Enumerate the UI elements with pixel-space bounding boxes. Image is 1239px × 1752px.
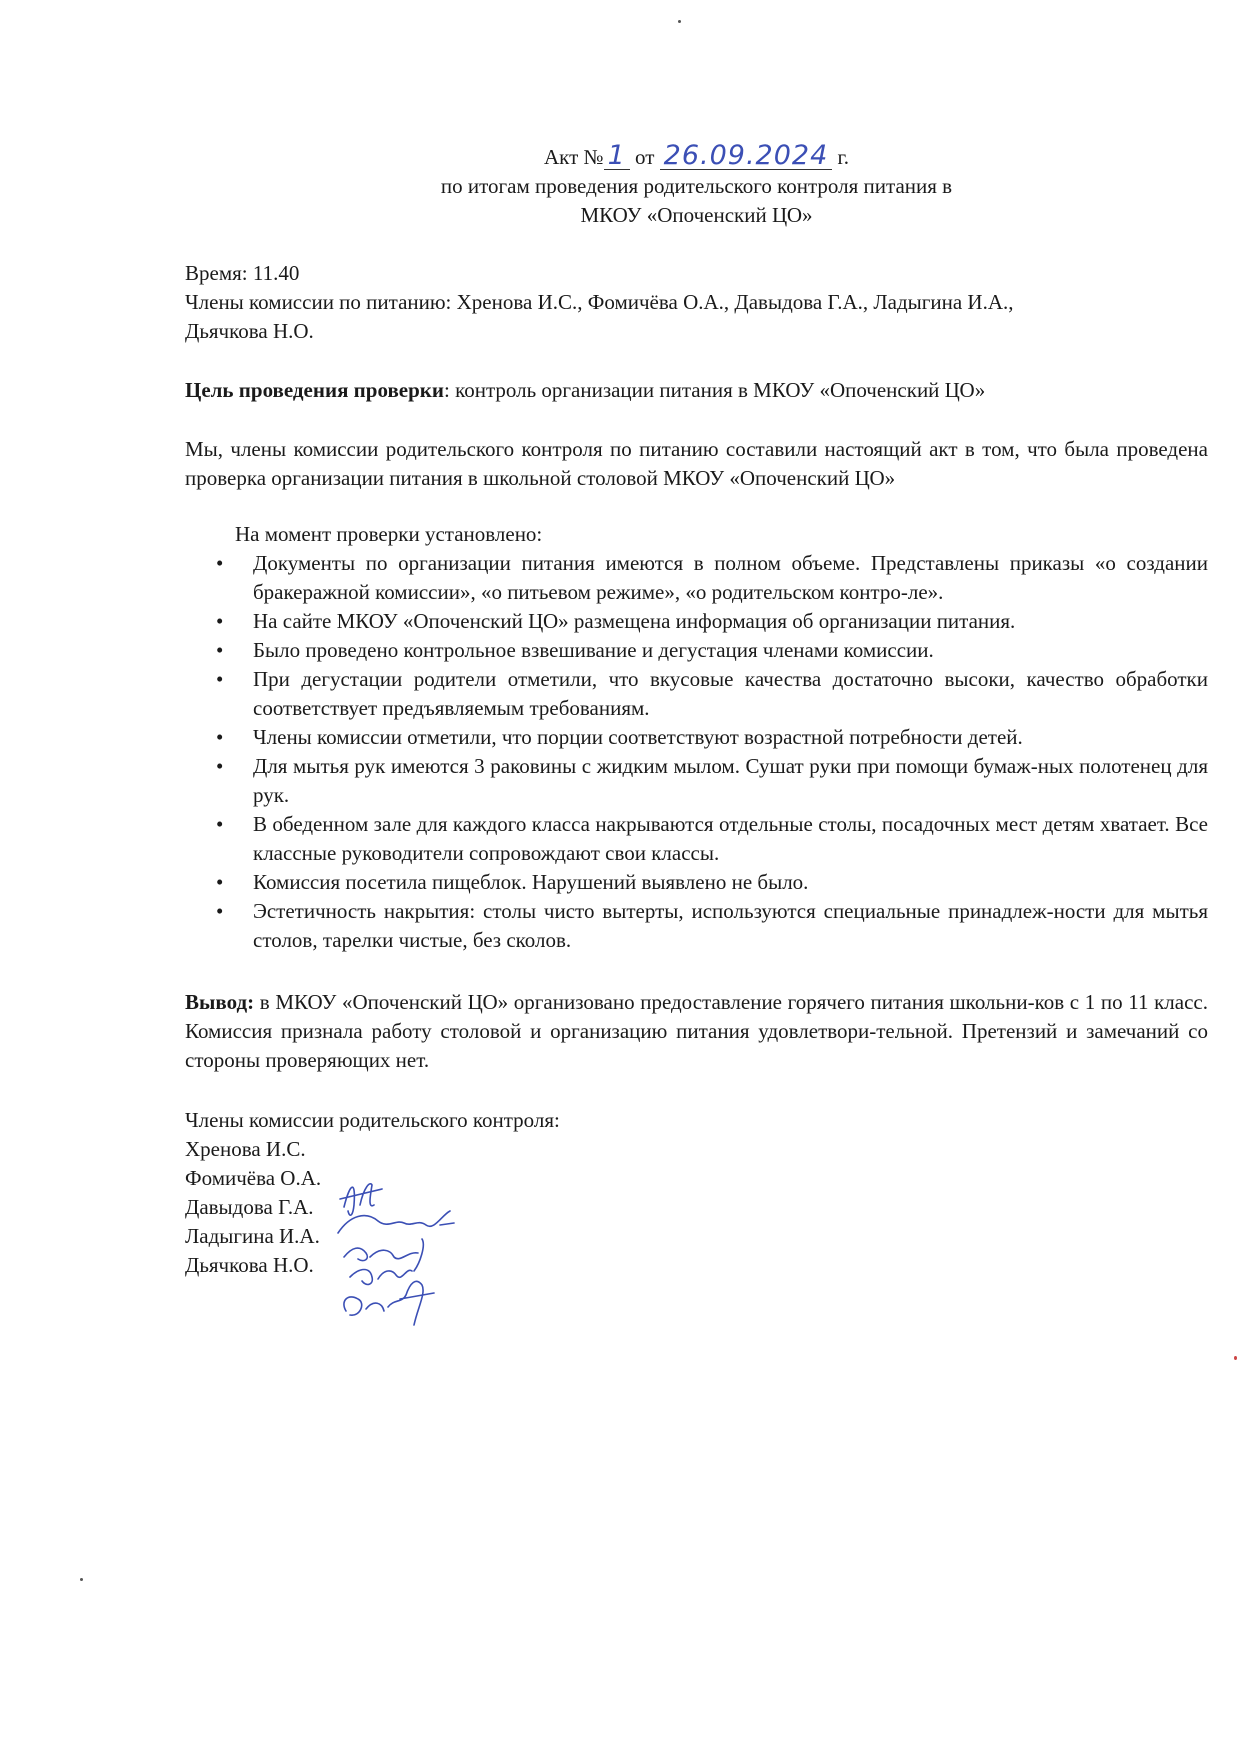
scan-speck [1234, 1356, 1237, 1360]
list-item: • Комиссия посетила пищеблок. Нарушений выявлено не было. [216, 870, 809, 894]
signature-1 [340, 1184, 382, 1215]
list-item: • Для мытья рук имеются 3 раковины с жидким мылом. Сушат руки при помощи бумаж-ных полотенец для рук. [216, 754, 1208, 807]
conclusion-paragraph [185, 988, 1208, 1075]
list-item: • Члены комиссии отметили, что порции соответствуют возрастной потребности детей. [216, 725, 1023, 749]
signer-name: Хренова И.С. [185, 1137, 306, 1161]
list-item: • При дегустации родители отметили, что вкусовые качества достаточно высоки, качество обработки соответствует предъявляемым требованиям. [216, 667, 1208, 720]
signer-name: Давыдова Г.А. [185, 1195, 314, 1219]
act-subtitle-1: по итогам проведения родительского контроля питания в [440, 174, 953, 198]
signature-heading: Члены комиссии родительского контроля: [185, 1108, 560, 1132]
inspection-time: Время: 11.40 [185, 261, 300, 285]
findings-list [185, 549, 1208, 955]
act-suffix: г. [837, 145, 849, 169]
findings-lead: На момент проверки установлено: [235, 522, 543, 546]
inspection-goal [185, 376, 1208, 405]
signature-5 [344, 1281, 434, 1325]
act-number-handwritten: 1 [607, 140, 626, 171]
handwritten-signatures [330, 1175, 480, 1345]
list-item: • Было проведено контрольное взвешивание и дегустация членами комиссии. [216, 638, 934, 662]
signer-name: Дьячкова Н.О. [185, 1253, 314, 1277]
act-subtitle-2: МКОУ «Опоченский ЦО» [580, 203, 813, 227]
signer-name: Ладыгина И.А. [185, 1224, 320, 1248]
signature-2 [338, 1211, 454, 1233]
list-item: • В обеденном зале для каждого класса накрываются отдельные столы, посадочных мест детям хватает. Все классные руководители сопровождают свои классы. [216, 812, 1208, 865]
act-from: от [635, 145, 655, 169]
goal-text: : контроль организации питания в МКОУ «Опоченский ЦО» [443, 378, 986, 402]
act-date-handwritten: 26.09.2024 [663, 140, 829, 171]
commission-members-line2: Дьячкова Н.О. [185, 319, 314, 343]
document-body [185, 141, 1208, 1280]
intro-paragraph: Мы, члены комиссии родительского контроля по питанию составили настоящий акт в том, что была проведена проверка организации питания в школьной столовой МКОУ «Опоченский ЦО» [185, 437, 1208, 490]
conclusion-label: Вывод: [185, 990, 255, 1014]
list-item: • На сайте МКОУ «Опоченский ЦО» размещена информация об организации питания. [216, 609, 1016, 633]
conclusion-text: в МКОУ «Опоченский ЦО» организовано предоставление горячего питания школьни-ков с 1 по 11 класс. Комиссия признала работу столовой и организацию питания удовлетвори-тельной. Претензий и замечаний со стороны проверяющих нет. [185, 990, 1208, 1072]
signer-name: Фомичёва О.А. [185, 1166, 322, 1190]
act-prefix: Акт № [544, 145, 604, 169]
act-title [185, 141, 1208, 172]
signature-4 [350, 1239, 423, 1284]
scan-speck [678, 20, 681, 23]
scan-speck [80, 1578, 83, 1581]
list-item: • Эстетичность накрытия: столы чисто вытерты, используются специальные принадлеж-ности для мытья столов, тарелки чистые, без сколов. [216, 899, 1208, 952]
commission-members-line1: Члены комиссии по питанию: Хренова И.С., Фомичёва О.А., Давыдова Г.А., Ладыгина И.А., [185, 290, 1014, 314]
signature-3 [344, 1248, 418, 1261]
list-item: • Документы по организации питания имеются в полном объеме. Представлены приказы «о создании бракеражной комиссии», «о питьевом режиме», «о родительском контро-ле». [216, 551, 1208, 604]
goal-label: Цель проведения проверки [185, 378, 444, 402]
